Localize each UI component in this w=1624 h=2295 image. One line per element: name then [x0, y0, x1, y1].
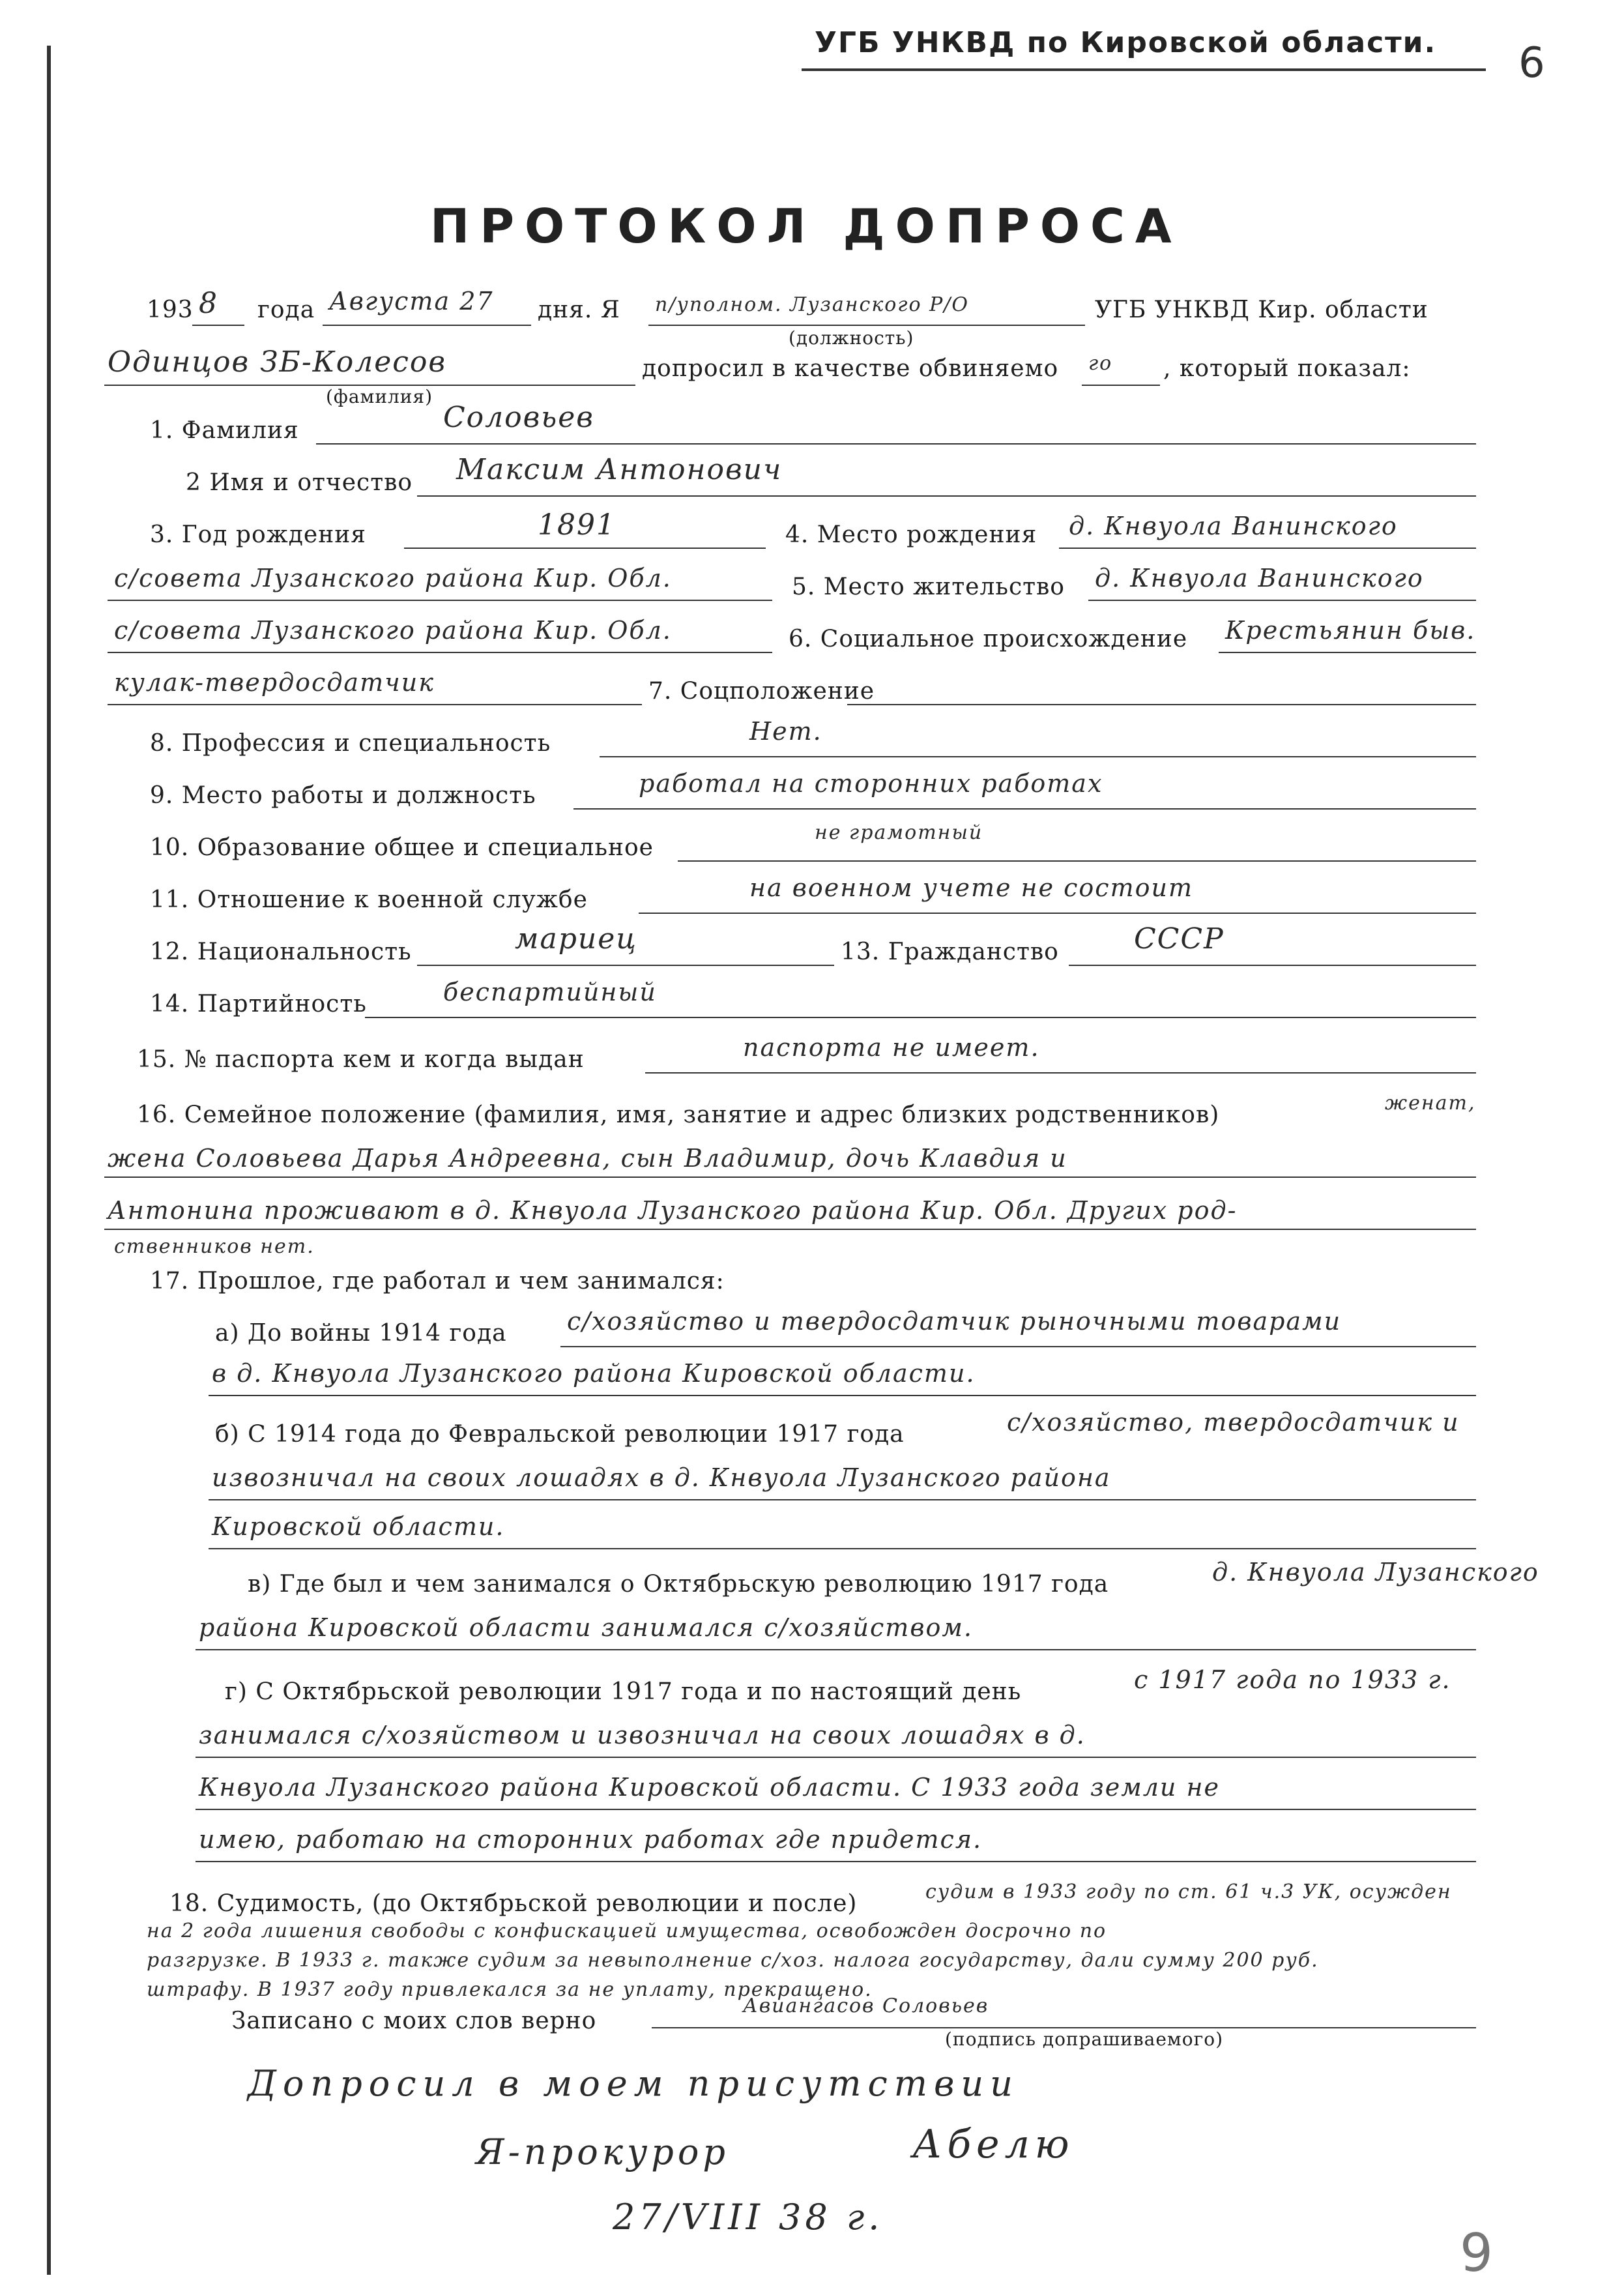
field-17g-value-1: с 1917 года по 1933 г.	[1134, 1665, 1451, 1694]
field-16-value-2: жена Соловьева Дарья Андреевна, сын Владимир, дочь Клавдия и	[108, 1144, 1067, 1173]
field-17-label: 17. Прошлое, где работал и чем занимался:	[150, 1268, 725, 1294]
underline	[847, 704, 1476, 705]
field-16-value-4: ственников нет.	[114, 1235, 315, 1258]
field-17b-value-2: извозничал на своих лошадях в д. Кнвуола Лузанского района	[212, 1463, 1111, 1492]
underline	[196, 1757, 1476, 1758]
underline	[639, 913, 1476, 914]
document-title: ПРОТОКОЛ ДОПРОСА	[430, 199, 1182, 254]
field-3-value: 1891	[538, 508, 616, 542]
field-8-label: 8. Профессия и специальность	[150, 730, 551, 757]
prosecutor-signature: Абелю	[912, 2122, 1075, 2167]
underline	[678, 860, 1476, 862]
field-14-label: 14. Партийность	[150, 991, 367, 1017]
field-17g-value-2: занимался с/хозяйством и извозничал на своих лошадях в д.	[199, 1721, 1086, 1749]
field-11-label: 11. Отношение к военной службе	[150, 886, 588, 913]
field-1-label: 1. Фамилия	[150, 417, 299, 444]
interrogated-text: допросил в качестве обвиняемо	[642, 355, 1059, 382]
sheet-number: 6	[1518, 39, 1545, 87]
intro-date: Августа 27	[329, 287, 494, 315]
field-12-value: мариец	[515, 922, 637, 956]
stamp-underline	[802, 68, 1486, 71]
field-5-value-cont: с/совета Лузанского района Кир. Обл.	[114, 616, 672, 645]
underline	[648, 325, 1085, 326]
field-16-value-1: женат,	[1385, 1092, 1476, 1115]
underline	[196, 1809, 1476, 1810]
underline	[560, 1346, 1476, 1347]
binding-margin-line	[47, 46, 51, 2275]
field-4-label: 4. Место рождения	[785, 521, 1037, 548]
recorded-correct-label: Записано с моих слов верно	[231, 2008, 597, 2034]
underline	[645, 1072, 1476, 1074]
underline	[209, 1548, 1476, 1549]
signature-caption: (подпись допрашиваемого)	[945, 2028, 1224, 2050]
field-18-value-3: разгрузке. В 1933 г. также судим за невыполнение с/хоз. налога государству, дали сумму 200 руб.	[147, 1949, 1319, 1972]
field-15-value: паспорта не имеет.	[743, 1033, 1040, 1062]
underline	[1088, 600, 1476, 601]
field-3-label: 3. Год рождения	[150, 521, 366, 548]
field-2-label: 2 Имя и отчество	[186, 469, 413, 496]
field-17g-value-4: имею, работаю на сторонних работах где придется.	[199, 1825, 983, 1854]
underline	[196, 1861, 1476, 1862]
underline	[323, 325, 531, 326]
underline	[417, 965, 834, 966]
underline	[104, 1177, 1476, 1178]
field-17g-label: г) С Октябрьской революции 1917 года и по настоящий день	[225, 1678, 1022, 1705]
underline	[104, 1229, 1476, 1230]
field-1-value: Соловьев	[443, 401, 594, 434]
underline	[1082, 385, 1160, 386]
intro-day-word: дня. Я	[538, 297, 620, 323]
underline	[1069, 965, 1476, 966]
field-17a-label: а) До войны 1914 года	[215, 1320, 507, 1347]
intro-official: п/уполном. Лузанского Р/О	[655, 293, 969, 316]
field-17a-value-1: с/хозяйство и твердосдатчик рыночными товарами	[567, 1307, 1342, 1336]
field-5-label: 5. Место жительство	[792, 574, 1065, 600]
field-9-value: работал на сторонних работах	[639, 769, 1103, 798]
officer-name: Одинцов ЗБ-Колесов	[108, 345, 447, 379]
underline	[600, 756, 1476, 757]
prosecutor-note: Я-прокурор	[476, 2131, 729, 2172]
field-4-value: д. Кнвуола Ванинского	[1069, 512, 1398, 540]
intro-agency: УГБ УНКВД Кир. области	[1095, 297, 1428, 323]
field-4-value-cont: с/совета Лузанского района Кир. Обл.	[114, 564, 672, 592]
underline	[108, 600, 772, 601]
field-17b-label: б) С 1914 года до Февральской революции 1917 года	[215, 1421, 905, 1448]
field-10-value: не грамотный	[815, 821, 983, 844]
field-17b-value-1: с/хозяйство, твердосдатчик и	[1007, 1408, 1460, 1437]
underline	[417, 495, 1476, 497]
who-testified: , который показал:	[1163, 355, 1411, 382]
page-number: 9	[1460, 2223, 1493, 2283]
underline	[196, 1649, 1476, 1650]
signature-date: 27/VIII 38 г.	[613, 2197, 884, 2238]
field-18-label: 18. Судимость, (до Октябрьской революции и после)	[169, 1890, 858, 1917]
underline	[1059, 548, 1476, 549]
field-13-value: СССР	[1134, 922, 1225, 956]
field-11-value: на военном учете не состоит	[749, 873, 1193, 902]
field-17v-value-2: района Кировской области занимался с/хозяйством.	[199, 1613, 973, 1642]
field-17a-value-2: в д. Кнвуола Лузанского района Кировской области.	[212, 1359, 976, 1388]
field-12-label: 12. Национальность	[150, 939, 412, 965]
field-16-value-3: Антонина проживают в д. Кнвуола Лузанского района Кир. Обл. Других род-	[108, 1196, 1238, 1225]
underline	[365, 1017, 1476, 1018]
field-8-value: Нет.	[749, 717, 822, 746]
field-10-label: 10. Образование общее и специальное	[150, 834, 654, 861]
underline	[209, 1499, 1476, 1500]
field-16-label: 16. Семейное положение (фамилия, имя, занятие и адрес близких родственников)	[137, 1102, 1220, 1128]
field-17b-value-3: Кировской области.	[212, 1512, 505, 1541]
underline	[209, 1395, 1476, 1396]
underline	[573, 808, 1476, 810]
field-6-label: 6. Социальное происхождение	[789, 626, 1188, 652]
interrogated-signature: Авиангасов Соловьев	[743, 1995, 989, 2017]
field-6-value: Крестьянин быв.	[1225, 616, 1476, 645]
field-18-value-2: на 2 года лишения свободы с конфискацией имущества, освобожден досрочно по	[147, 1920, 1107, 1942]
intro-year-word: года	[257, 297, 315, 323]
field-18-value-4: штрафу. В 1937 году привлекался за не уплату, прекращено.	[147, 1978, 873, 2001]
interrogator-note: Допросил в моем присутствии	[248, 2063, 1019, 2104]
underline	[1219, 652, 1476, 653]
intro-year-digit: 8	[199, 287, 218, 320]
field-14-value: беспартийный	[443, 978, 657, 1006]
interrogated-suffix: го	[1088, 352, 1113, 375]
field-18-value-1: судим в 1933 году по ст. 61 ч.3 УК, осужден	[925, 1880, 1452, 1903]
position-caption: (должность)	[789, 327, 914, 349]
field-17v-value-1: д. Кнвуола Лузанского	[1212, 1558, 1539, 1586]
underline	[108, 652, 772, 653]
field-5-value: д. Кнвуола Ванинского	[1095, 564, 1424, 592]
field-2-value: Максим Антонович	[456, 453, 783, 486]
surname-caption: (фамилия)	[326, 386, 433, 407]
field-17g-value-3: Кнвуола Лузанского района Кировской области. С 1933 года земли не	[199, 1773, 1220, 1802]
intro-year-prefix: 193	[147, 297, 194, 323]
field-7-label: 7. Соцположение	[648, 678, 875, 705]
field-13-label: 13. Гражданство	[841, 939, 1059, 965]
field-6-value-cont: кулак-твердосдатчик	[114, 668, 435, 697]
underline	[192, 325, 244, 326]
field-9-label: 9. Место работы и должность	[150, 782, 536, 809]
agency-stamp: УГБ УНКВД по Кировской области.	[815, 26, 1437, 59]
underline	[404, 548, 766, 549]
field-17v-label: в) Где был и чем занимался о Октябрьскую революцию 1917 года	[248, 1571, 1109, 1598]
underline	[108, 704, 642, 705]
field-15-label: 15. № паспорта кем и когда выдан	[137, 1046, 585, 1073]
underline	[316, 443, 1476, 445]
